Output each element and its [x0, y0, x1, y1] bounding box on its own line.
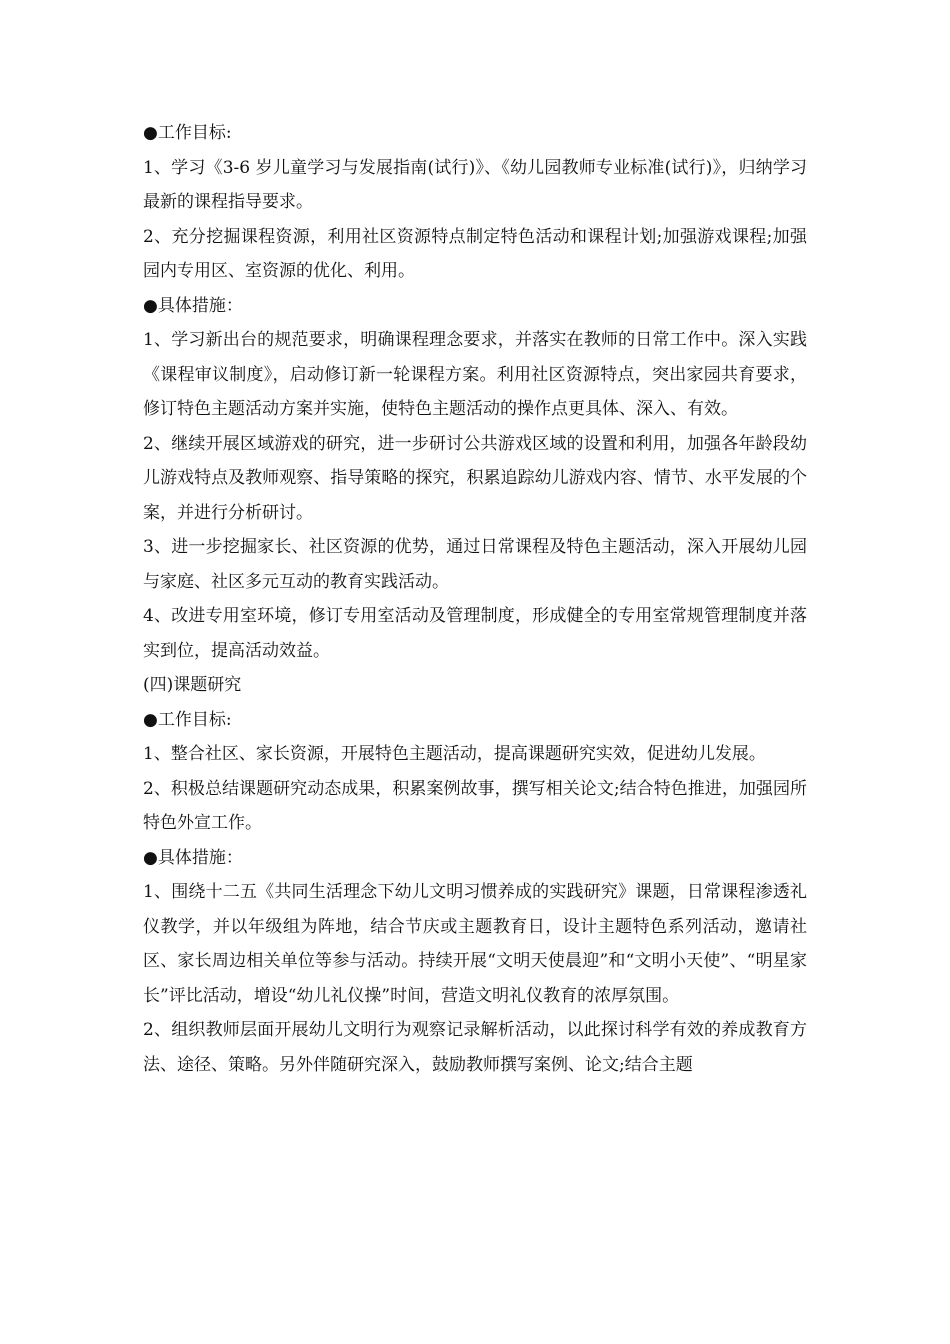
- section-heading-measures: ●具体措施：: [143, 295, 243, 316]
- section-title-research: (四)课题研究: [143, 675, 242, 695]
- section-heading-research-goals: ●工作目标:: [143, 709, 232, 730]
- paragraph-research-measure-1: 1、围绕十二五《共同生活理念下幼儿文明习惯养成的实践研究》课题，日常课程渗透礼仪教学，并以年级组为阵地，结合节庆或主题教育日，设计主题特色系列活动，邀请社区、家长周边相关单位等参与活动。持续开展“文明天使晨迎”和“文明小天使”、“明星家长”评比活动，增设“幼儿礼仪操”时间，营造文明礼仪教育的浓厚氛围。: [143, 882, 807, 1006]
- document-body: [143, 116, 807, 1082]
- paragraph-measure-4: 4、改进专用室环境，修订专用室活动及管理制度，形成健全的专用室常规管理制度并落实到位，提高活动效益。: [143, 606, 807, 661]
- paragraph-measure-2: 2、继续开展区域游戏的研究，进一步研讨公共游戏区域的设置和利用，加强各年龄段幼儿游戏特点及教师观察、指导策略的探究，积累追踪幼儿游戏内容、情节、水平发展的个案，并进行分析研讨。: [143, 433, 807, 523]
- section-heading-work-goals: ●工作目标:: [143, 123, 232, 143]
- paragraph-goal-2: 2、充分挖掘课程资源，利用社区资源特点制定特色活动和课程计划;加强游戏课程;加强园内专用区、室资源的优化、利用。: [143, 226, 807, 281]
- paragraph-measure-3: 3、进一步挖掘家长、社区资源的优势，通过日常课程及特色主题活动，深入开展幼儿园与家庭、社区多元互动的教育实践活动。: [143, 537, 807, 592]
- paragraph-research-goal-2: 2、积极总结课题研究动态成果，积累案例故事，撰写相关论文;结合特色推进，加强园所特色外宣工作。: [143, 778, 807, 833]
- section-heading-research-measures: ●具体措施：: [143, 847, 243, 868]
- paragraph-goal-1: 1、学习《3-6 岁儿童学习与发展指南(试行)》、《幼儿园教师专业标准(试行)》，归纳学习最新的课程指导要求。: [143, 157, 807, 212]
- paragraph-research-goal-1: 1、整合社区、家长资源，开展特色主题活动，提高课题研究实效，促进幼儿发展。: [143, 744, 766, 764]
- paragraph-research-measure-2: 2、组织教师层面开展幼儿文明行为观察记录解析活动，以此探讨科学有效的养成教育方法、途径、策略。另外伴随研究深入，鼓励教师撰写案例、论文;结合主题: [143, 1020, 807, 1075]
- paragraph-measure-1: 1、学习新出台的规范要求，明确课程理念要求，并落实在教师的日常工作中。深入实践《课程审议制度》，启动修订新一轮课程方案。利用社区资源特点，突出家园共育要求，修订特色主题活动方案并实施，使特色主题活动的操作点更具体、深入、有效。: [143, 330, 807, 419]
